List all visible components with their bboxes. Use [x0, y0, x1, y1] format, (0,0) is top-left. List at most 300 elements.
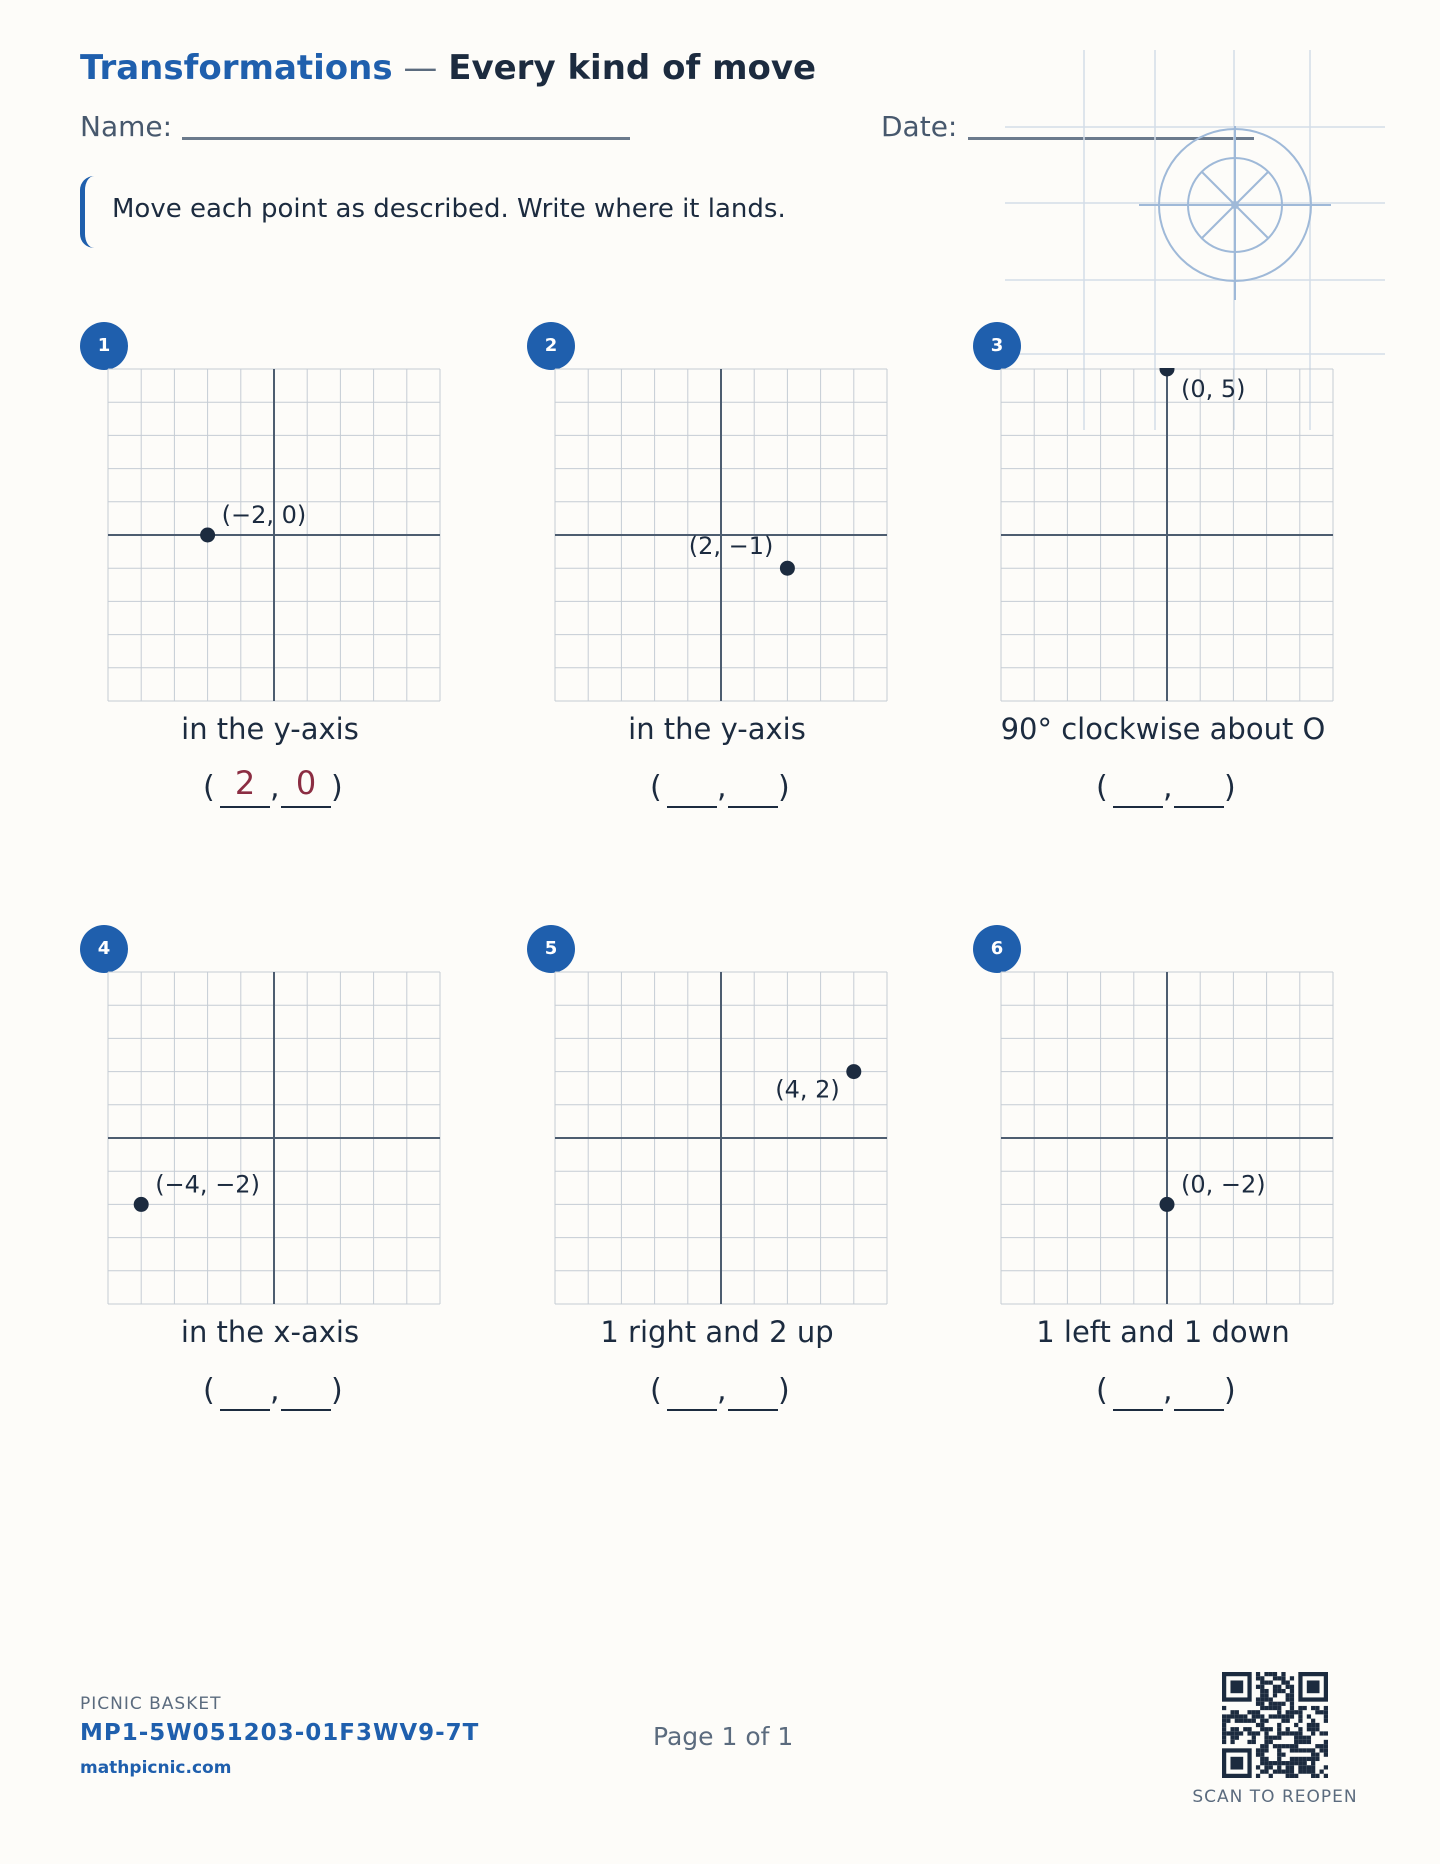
title-accent: Transformations [80, 48, 393, 88]
qr-module [1315, 1753, 1319, 1757]
qr-module [1230, 1714, 1234, 1718]
answer-close-paren: ) [778, 770, 790, 805]
qr-module [1324, 1748, 1328, 1752]
answer-open-paren: ( [650, 770, 662, 805]
qr-module [1315, 1774, 1319, 1778]
qr-module [1273, 1676, 1277, 1680]
instruction-text: Move each point as described. Write where it lands. [112, 194, 786, 224]
qr-module [1235, 1710, 1239, 1714]
qr-module [1320, 1748, 1324, 1752]
qr-module [1307, 1765, 1311, 1769]
qr-module [1260, 1770, 1264, 1774]
qr-module [1320, 1710, 1324, 1714]
qr-module [1286, 1770, 1290, 1774]
coordinate-grid [107, 368, 442, 703]
qr-module [1277, 1731, 1281, 1735]
answer-comma: , [270, 770, 280, 805]
qr-module [1294, 1748, 1298, 1752]
answer-close-paren: ) [331, 1373, 343, 1408]
qr-module [1315, 1744, 1319, 1748]
qr-finder-core [1230, 1757, 1243, 1770]
qr-module [1286, 1774, 1290, 1778]
qr-module [1264, 1744, 1268, 1748]
worksheet-title [80, 48, 816, 88]
qr-module [1264, 1727, 1268, 1731]
transformation-description: 1 right and 2 up [600, 1315, 834, 1349]
qr-module [1324, 1710, 1328, 1714]
qr-module [1324, 1714, 1328, 1718]
qr-module [1324, 1740, 1328, 1744]
answer-y-blank[interactable] [728, 1409, 778, 1411]
qr-module [1256, 1714, 1260, 1718]
answer-x-blank[interactable] [667, 1409, 717, 1411]
problem-number-badge: 2 [527, 322, 575, 370]
qr-module [1256, 1676, 1260, 1680]
qr-module [1303, 1748, 1307, 1752]
qr-module [1273, 1672, 1277, 1676]
qr-module [1290, 1689, 1294, 1693]
qr-module [1303, 1761, 1307, 1765]
plotted-point [780, 561, 795, 576]
date-label: Date: [881, 110, 958, 143]
qr-module [1303, 1736, 1307, 1740]
qr-module [1260, 1719, 1264, 1723]
qr-module [1281, 1680, 1285, 1684]
qr-module [1290, 1757, 1294, 1761]
qr-module [1269, 1727, 1273, 1731]
qr-module [1239, 1719, 1243, 1723]
qr-module [1298, 1757, 1302, 1761]
qr-module [1222, 1731, 1226, 1735]
qr-module [1290, 1748, 1294, 1752]
qr-module [1311, 1731, 1315, 1735]
qr-module [1294, 1757, 1298, 1761]
qr-module [1230, 1710, 1234, 1714]
plotted-point [1160, 1197, 1175, 1212]
qr-module [1239, 1731, 1243, 1735]
qr-module [1315, 1723, 1319, 1727]
qr-module [1290, 1706, 1294, 1710]
qr-module [1290, 1744, 1294, 1748]
answer-comma: , [1163, 1373, 1173, 1408]
qr-module [1298, 1740, 1302, 1744]
problem-5 [527, 925, 927, 1465]
qr-module [1277, 1757, 1281, 1761]
qr-module [1307, 1740, 1311, 1744]
qr-module [1260, 1757, 1264, 1761]
qr-module [1324, 1774, 1328, 1778]
answer-y-blank[interactable] [1174, 806, 1224, 808]
answer-x-blank[interactable] [220, 806, 270, 808]
answer-x-blank[interactable] [1113, 806, 1163, 808]
qr-module [1315, 1710, 1319, 1714]
answer-y-blank[interactable] [281, 1409, 331, 1411]
qr-module [1252, 1719, 1256, 1723]
footer-basket-label: PICNIC BASKET [80, 1694, 222, 1714]
qr-module [1273, 1744, 1277, 1748]
answer-coordinates [80, 1365, 460, 1415]
qr-module [1273, 1706, 1277, 1710]
qr-module [1307, 1736, 1311, 1740]
answer-open-paren: ( [203, 770, 215, 805]
qr-module [1252, 1736, 1256, 1740]
qr-module [1273, 1685, 1277, 1689]
qr-module [1235, 1727, 1239, 1731]
qr-module [1260, 1693, 1264, 1697]
qr-module [1226, 1714, 1230, 1718]
point-label: (−2, 0) [221, 501, 307, 529]
qr-module [1281, 1719, 1285, 1723]
qr-module [1281, 1753, 1285, 1757]
qr-module [1269, 1672, 1273, 1676]
answer-y-value: 0 [295, 764, 317, 802]
problem-number-badge: 3 [973, 322, 1021, 370]
problem-6 [973, 925, 1373, 1465]
qr-module [1273, 1761, 1277, 1765]
qr-module [1286, 1693, 1290, 1697]
qr-module [1307, 1723, 1311, 1727]
qr-module [1324, 1731, 1328, 1735]
answer-open-paren: ( [1096, 1373, 1108, 1408]
answer-comma: , [717, 1373, 727, 1408]
qr-module [1260, 1680, 1264, 1684]
qr-module [1264, 1706, 1268, 1710]
qr-module [1281, 1676, 1285, 1680]
qr-module [1256, 1697, 1260, 1701]
qr-module [1269, 1765, 1273, 1769]
qr-module [1307, 1714, 1311, 1718]
qr-module [1320, 1744, 1324, 1748]
qr-module [1273, 1770, 1277, 1774]
problem-number-badge: 5 [527, 925, 575, 973]
qr-module [1277, 1765, 1281, 1769]
point-label: (0, 5) [1181, 375, 1246, 403]
plotted-point [200, 528, 215, 543]
plotted-point [1160, 368, 1175, 377]
qr-module [1290, 1685, 1294, 1689]
transformation-description: 1 left and 1 down [1036, 1315, 1290, 1349]
answer-comma: , [717, 770, 727, 805]
qr-module [1311, 1719, 1315, 1723]
qr-module [1311, 1727, 1315, 1731]
qr-module [1230, 1740, 1234, 1744]
answer-coordinates [527, 762, 907, 812]
qr-module [1324, 1706, 1328, 1710]
qr-module [1264, 1757, 1268, 1761]
qr-module [1277, 1676, 1281, 1680]
answer-y-blank[interactable] [728, 806, 778, 808]
qr-module [1277, 1748, 1281, 1752]
qr-module [1290, 1676, 1294, 1680]
qr-module [1281, 1761, 1285, 1765]
qr-module [1290, 1770, 1294, 1774]
answer-close-paren: ) [1224, 1373, 1236, 1408]
qr-module [1269, 1680, 1273, 1684]
qr-module [1222, 1719, 1226, 1723]
qr-module [1290, 1710, 1294, 1714]
qr-module [1243, 1727, 1247, 1731]
qr-module [1264, 1680, 1268, 1684]
qr-module [1294, 1723, 1298, 1727]
transformation-description: in the y-axis [181, 712, 359, 746]
qr-module [1226, 1731, 1230, 1735]
qr-module [1247, 1727, 1251, 1731]
qr-module [1247, 1740, 1251, 1744]
qr-module [1235, 1714, 1239, 1718]
qr-module [1256, 1672, 1260, 1676]
qr-module [1277, 1770, 1281, 1774]
name-label: Name: [80, 110, 173, 143]
qr-module [1286, 1714, 1290, 1718]
qr-module [1273, 1693, 1277, 1697]
qr-module [1235, 1736, 1239, 1740]
qr-module [1286, 1719, 1290, 1723]
qr-module [1222, 1736, 1226, 1740]
coordinate-grid [554, 368, 889, 703]
coordinate-grid [554, 971, 889, 1306]
qr-module [1264, 1672, 1268, 1676]
qr-module [1260, 1706, 1264, 1710]
qr-module [1277, 1723, 1281, 1727]
qr-module [1320, 1770, 1324, 1774]
qr-module [1230, 1736, 1234, 1740]
qr-module [1226, 1719, 1230, 1723]
qr-module [1256, 1710, 1260, 1714]
qr-module [1264, 1740, 1268, 1744]
qr-module [1277, 1702, 1281, 1706]
answer-close-paren: ) [778, 1373, 790, 1408]
qr-module [1281, 1672, 1285, 1676]
answer-close-paren: ) [1224, 770, 1236, 805]
qr-module [1298, 1731, 1302, 1735]
qr-module [1294, 1740, 1298, 1744]
qr-module [1243, 1719, 1247, 1723]
qr-module [1290, 1765, 1294, 1769]
qr-module [1298, 1706, 1302, 1710]
qr-module [1281, 1714, 1285, 1718]
qr-module [1324, 1765, 1328, 1769]
qr-module [1277, 1689, 1281, 1693]
qr-module [1311, 1723, 1315, 1727]
qr-module [1277, 1710, 1281, 1714]
qr-module [1260, 1685, 1264, 1689]
qr-module [1294, 1736, 1298, 1740]
qr-module [1269, 1706, 1273, 1710]
qr-module [1222, 1727, 1226, 1731]
answer-y-blank[interactable] [1174, 1409, 1224, 1411]
qr-module [1256, 1748, 1260, 1752]
answer-comma: , [270, 1373, 280, 1408]
answer-open-paren: ( [650, 1373, 662, 1408]
instruction-bracket [80, 176, 94, 248]
qr-module [1239, 1714, 1243, 1718]
qr-module [1294, 1731, 1298, 1735]
qr-module [1298, 1719, 1302, 1723]
qr-module [1222, 1714, 1226, 1718]
qr-module [1324, 1744, 1328, 1748]
qr-module [1281, 1770, 1285, 1774]
qr-module [1260, 1727, 1264, 1731]
qr-module [1269, 1761, 1273, 1765]
plotted-point [134, 1197, 149, 1212]
qr-module [1290, 1774, 1294, 1778]
coordinate-grid [1000, 971, 1335, 1306]
qr-module [1303, 1757, 1307, 1761]
qr-module [1260, 1689, 1264, 1693]
qr-module [1269, 1714, 1273, 1718]
qr-module [1311, 1770, 1315, 1774]
qr-module [1311, 1761, 1315, 1765]
qr-module [1286, 1710, 1290, 1714]
qr-module [1298, 1727, 1302, 1731]
qr-module [1281, 1744, 1285, 1748]
qr-module [1286, 1685, 1290, 1689]
qr-module [1286, 1697, 1290, 1701]
answer-x-blank[interactable] [220, 1409, 270, 1411]
answer-comma: , [1163, 770, 1173, 805]
problem-2 [527, 322, 927, 862]
qr-module [1286, 1727, 1290, 1731]
name-field[interactable] [182, 137, 630, 140]
qr-module [1315, 1727, 1319, 1731]
qr-module [1260, 1748, 1264, 1752]
qr-module [1294, 1744, 1298, 1748]
qr-module [1260, 1761, 1264, 1765]
qr-module [1286, 1765, 1290, 1769]
qr-module [1324, 1753, 1328, 1757]
qr-module [1311, 1774, 1315, 1778]
qr-module [1260, 1697, 1264, 1701]
qr-module [1269, 1740, 1273, 1744]
qr-module [1247, 1719, 1251, 1723]
problem-4 [80, 925, 480, 1465]
qr-module [1269, 1774, 1273, 1778]
footer-site-link[interactable]: mathpicnic.com [80, 1758, 232, 1778]
title-subtitle: Every kind of move [448, 48, 817, 88]
qr-module [1277, 1685, 1281, 1689]
qr-module [1303, 1740, 1307, 1744]
instruction-box [80, 176, 840, 248]
qr-module [1281, 1702, 1285, 1706]
qr-module [1260, 1744, 1264, 1748]
qr-module [1290, 1714, 1294, 1718]
answer-coordinates [973, 1365, 1353, 1415]
qr-module [1273, 1702, 1277, 1706]
qr-module [1311, 1706, 1315, 1710]
qr-module [1307, 1727, 1311, 1731]
qr-module [1303, 1706, 1307, 1710]
qr-module [1290, 1761, 1294, 1765]
qr-module [1281, 1689, 1285, 1693]
qr-module [1222, 1706, 1226, 1710]
title-separator: — [392, 48, 449, 88]
qr-module [1298, 1765, 1302, 1769]
transformation-description: in the y-axis [628, 712, 806, 746]
qr-module [1286, 1744, 1290, 1748]
qr-module [1286, 1680, 1290, 1684]
qr-module [1307, 1757, 1311, 1761]
qr-module [1277, 1736, 1281, 1740]
qr-module [1286, 1761, 1290, 1765]
qr-module [1290, 1702, 1294, 1706]
qr-module [1256, 1702, 1260, 1706]
qr-module [1286, 1731, 1290, 1735]
qr-module [1264, 1748, 1268, 1752]
qr-module [1230, 1731, 1234, 1735]
plotted-point [846, 1064, 861, 1079]
qr-module [1264, 1736, 1268, 1740]
problem-number-badge: 1 [80, 322, 128, 370]
qr-module [1247, 1710, 1251, 1714]
qr-module [1315, 1706, 1319, 1710]
qr-module [1269, 1702, 1273, 1706]
qr-module [1264, 1719, 1268, 1723]
answer-x-value: 2 [234, 764, 256, 802]
qr-module [1320, 1731, 1324, 1735]
scan-to-reopen-label: SCAN TO REOPEN [1192, 1787, 1358, 1807]
qr-module [1256, 1685, 1260, 1689]
qr-module [1324, 1719, 1328, 1723]
qr-module [1264, 1693, 1268, 1697]
qr-module [1260, 1723, 1264, 1727]
qr-module [1264, 1770, 1268, 1774]
answer-y-blank[interactable] [281, 806, 331, 808]
point-label: (0, −2) [1181, 1170, 1266, 1199]
qr-module [1235, 1719, 1239, 1723]
qr-module [1235, 1731, 1239, 1735]
point-label: (4, 2) [775, 1075, 840, 1104]
answer-close-paren: ) [331, 770, 343, 805]
qr-module [1298, 1710, 1302, 1714]
qr-module [1298, 1761, 1302, 1765]
qr-module [1264, 1761, 1268, 1765]
answer-open-paren: ( [203, 1373, 215, 1408]
qr-module [1277, 1761, 1281, 1765]
answer-x-blank[interactable] [667, 806, 717, 808]
answer-coordinates [80, 762, 460, 812]
qr-finder-core [1230, 1680, 1243, 1693]
answer-coordinates [527, 1365, 907, 1415]
qr-module [1294, 1710, 1298, 1714]
qr-module [1243, 1714, 1247, 1718]
qr-module [1260, 1676, 1264, 1680]
answer-open-paren: ( [1096, 770, 1108, 805]
problem-number-badge: 4 [80, 925, 128, 973]
qr-module [1273, 1689, 1277, 1693]
qr-code[interactable] [1222, 1672, 1328, 1778]
qr-finder-core [1307, 1680, 1320, 1693]
qr-module [1273, 1736, 1277, 1740]
qr-module [1290, 1693, 1294, 1697]
qr-module [1298, 1714, 1302, 1718]
qr-module [1260, 1753, 1264, 1757]
qr-module [1303, 1770, 1307, 1774]
qr-module [1307, 1748, 1311, 1752]
qr-module [1290, 1697, 1294, 1701]
problem-1 [80, 322, 480, 862]
transformation-description: in the x-axis [180, 1315, 360, 1349]
qr-module [1311, 1753, 1315, 1757]
qr-module [1315, 1757, 1319, 1761]
qr-module [1252, 1731, 1256, 1735]
qr-module [1264, 1697, 1268, 1701]
point-label: (2, −1) [688, 532, 774, 561]
qr-module [1252, 1740, 1256, 1744]
problem-3 [973, 322, 1373, 862]
answer-x-blank[interactable] [1113, 1409, 1163, 1411]
qr-module [1303, 1765, 1307, 1769]
qr-module [1311, 1748, 1315, 1752]
